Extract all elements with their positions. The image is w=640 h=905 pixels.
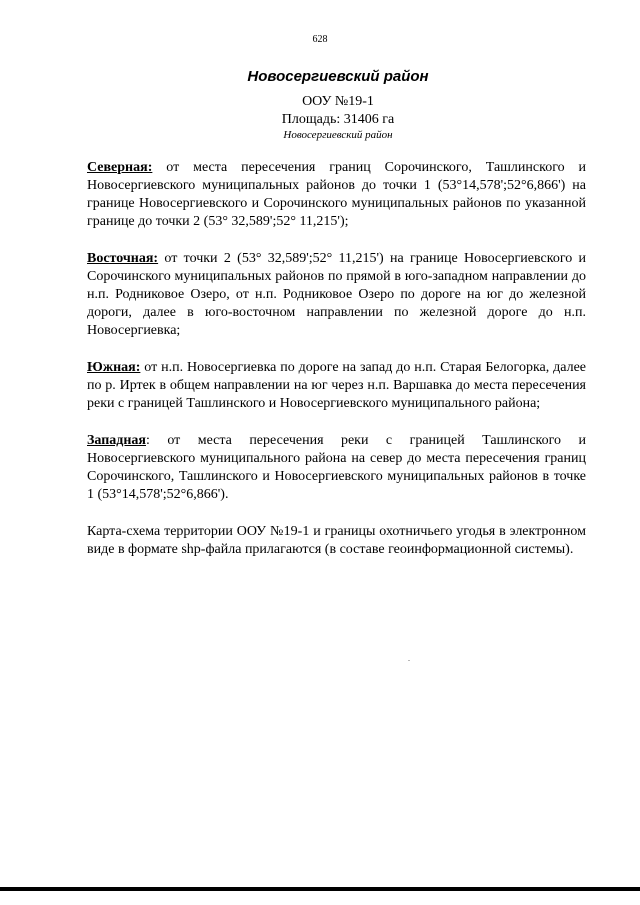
page-number: 628 [312, 34, 328, 45]
district-title: Новосергиевский район [247, 68, 429, 85]
boundary-west [87, 432, 586, 504]
boundary-south-text: от н.п. Новосергиевка по дороге на запад до н.п. Старая Белогорка, далее по р. Иртек в общем направлении на юг через н.п. Варшавка до места пересечения реки с границей Ташлинского и Новосергиевского муниципального района; [87, 360, 587, 411]
area-header [0, 93, 640, 142]
boundary-description [87, 159, 586, 559]
boundary-east-label: Восточная: [87, 251, 159, 266]
closing-note: Карта-схема территории ООУ №19-1 и границы охотничьего угодья в электронном виде в формате shp-файла прилагаются (в составе геоинформационной системы). [87, 524, 586, 557]
boundary-north [87, 159, 586, 231]
area-size: Площадь: 31406 га [281, 112, 395, 127]
boundary-south [87, 359, 586, 413]
boundary-east-text: от точки 2 (53° 32,589';52° 11,215') на границе Новосергиевского и Сорочинского муниципальных районов по прямой в юго-западном направлении до н.п. Родниковое Озеро, от н.п. Родниковое Озеро по дороге на юг до железной дороги, далее в юго-восточном направлении по железной дороге до н.п. Новосергиевка; [87, 251, 587, 338]
scan-speck [408, 660, 410, 661]
bottom-rule [0, 887, 640, 891]
boundary-west-text: : от места пересечения реки с границей Ташлинского и Новосергиевского муниципального района на север до места пересечения границ Сорочинского, Ташлинского и Новосергиевского муниципальных районов в точке 1 (53°14,578';52°6,866'). [87, 433, 586, 502]
area-district: Новосергиевский район [283, 129, 393, 141]
boundary-west-label: Западная [87, 433, 146, 448]
boundary-south-label: Южная: [87, 360, 141, 375]
boundary-north-text: от места пересечения границ Сорочинского, Ташлинского и Новосергиевского муниципальных районов до точки 1 (53°14,578';52°6,866') на границе Новосергиевского и Сорочинского муниципальных районов по указанной границе до точки 2 (53° 32,589';52° 11,215'); [87, 160, 587, 229]
boundary-north-label: Северная: [87, 160, 153, 175]
area-name: ООУ №19-1 [302, 94, 374, 109]
boundary-east [87, 250, 586, 340]
